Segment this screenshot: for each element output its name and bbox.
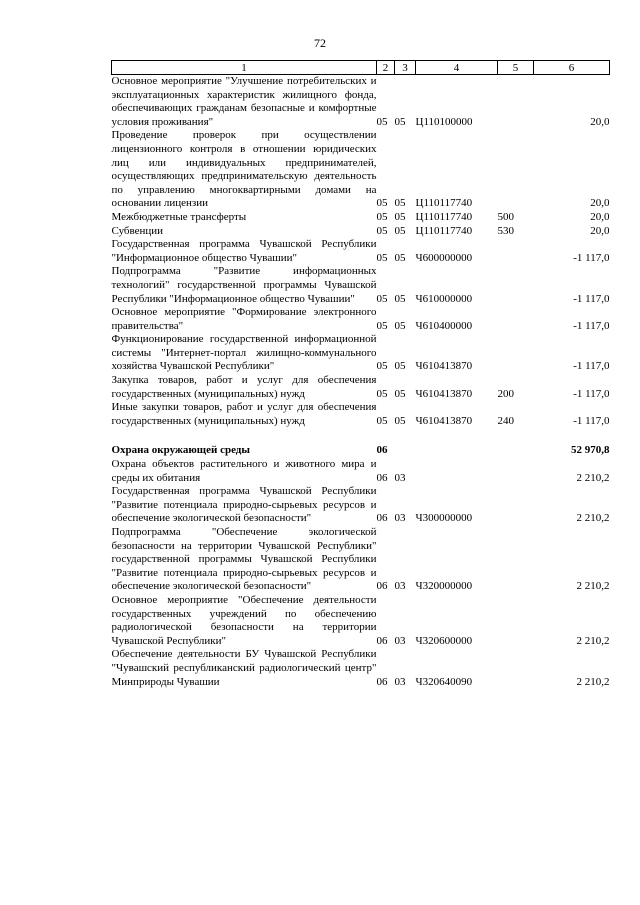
row-target-article: Ц110117740 [415,210,473,223]
row-name: Обеспечение деятельности БУ Чувашской Республики "Чувашский республиканский радиологический центр" Минприроды Чувашии [111,648,377,688]
row-target-article: Ч610413870 [415,414,473,427]
row-section: 06 [376,634,388,647]
table-row [112,211,610,225]
row-section: 06 [376,580,388,593]
row-section: 05 [376,319,388,332]
col-header-section: 2 [377,61,395,75]
row-subsection: 03 [394,471,406,484]
table-row [112,238,610,265]
row-expense-type [498,238,534,265]
row-target-article [416,458,498,485]
row-subsection: 03 [394,634,406,647]
row-section: 05 [376,251,388,264]
row-name: Охрана объектов растительного и животного мира и среды их обитания [111,458,377,484]
row-subsection: 05 [394,210,406,223]
col-header-target-article: 4 [416,61,498,75]
col-header-expense-type: 5 [498,61,534,75]
row-target-article: Ч610000000 [415,292,473,305]
row-name: Подпрограмма "Развитие информационных технологий" государственной программы Чувашской Республики "Информационное общество Чувашии" [111,265,377,305]
row-expense-type [498,265,534,306]
row-target-article [416,444,498,458]
row-name: Основное мероприятие "Формирование электронного правительства" [111,306,377,332]
table-row [112,485,610,526]
row-subsection: 05 [394,115,406,128]
row-subsection: 05 [394,387,406,400]
row-amount: -1 117,0 [573,251,610,264]
row-subsection: 03 [394,512,406,525]
row-subsection [395,444,416,458]
row-subsection: 05 [394,197,406,210]
row-name: Субвенции [111,224,164,237]
row-name: Охрана окружающей среды [111,444,250,457]
row-expense-type [498,485,534,526]
row-expense-type [498,333,534,374]
row-target-article: Ч320640090 [415,675,473,688]
table-row [112,444,610,458]
row-section: 05 [376,360,388,373]
row-name: Основное мероприятие "Обеспечение деятельности государственных учреждений по обеспечению радиологической безопасности на территории Чувашской Республики" [111,593,377,647]
row-expense-type: 500 [497,210,514,223]
row-subsection: 05 [394,224,406,237]
row-expense-type: 530 [497,224,514,237]
row-section: 05 [376,292,388,305]
spacer-cell [112,428,610,444]
row-expense-type [498,75,534,130]
table-row [112,265,610,306]
row-section: 05 [376,115,388,128]
row-section: 05 [376,197,388,210]
table-row [112,594,610,648]
row-subsection: 03 [394,675,406,688]
row-target-article: Ч610400000 [415,319,473,332]
row-target-article: Ч610413870 [415,360,473,373]
row-name: Государственная программа Чувашской Республики "Развитие потенциала природно-сырьевых ресурсов и обеспечение экологической безопасности" [111,485,377,525]
page-number: 72 [314,36,326,50]
row-name: Закупка товаров, работ и услуг для обеспечения государственных (муниципальных) нужд [111,374,377,400]
row-amount: 20,0 [590,210,610,223]
row-name: Функционирование государственной информационной системы "Интернет-портал жилищно-коммунального хозяйства Чувашской Республики" [111,333,377,373]
row-section: 06 [376,444,388,457]
row-amount: -1 117,0 [573,414,610,427]
row-expense-type: 240 [497,414,514,427]
row-name: Подпрограмма "Обеспечение экологической безопасности на территории Чувашской Республики" государственной программы Чувашской Республики "Развитие потенциала природно-сырьевых ресурсов и обеспечение экологической безопасности" [111,526,377,593]
row-expense-type [498,648,534,689]
row-subsection: 05 [394,251,406,264]
row-section: 06 [376,471,388,484]
row-amount: 2 210,2 [576,634,610,647]
row-amount: -1 117,0 [573,319,610,332]
row-target-article: Ч600000000 [415,251,473,264]
table-row [112,306,610,333]
table-row [112,526,610,594]
table-row [112,75,610,130]
table-body [112,75,610,690]
row-section: 05 [376,387,388,400]
row-name: Межбюджетные трансферты [111,210,247,223]
col-header-name: 1 [112,61,377,75]
col-header-amount: 6 [534,61,610,75]
row-target-article: Ч320000000 [415,580,473,593]
row-expense-type: 200 [497,387,514,400]
row-amount: 52 970,8 [571,444,610,457]
row-amount: 20,0 [590,224,610,237]
row-amount: 2 210,2 [576,471,610,484]
budget-table [111,60,610,689]
row-subsection: 05 [394,319,406,332]
row-amount: -1 117,0 [573,387,610,400]
col-header-subsection: 3 [395,61,416,75]
table-header-row [112,61,610,75]
row-amount: 20,0 [590,197,610,210]
row-section: 05 [376,414,388,427]
row-amount: 2 210,2 [576,580,610,593]
table-row [112,225,610,239]
row-target-article: Ц110100000 [415,115,473,128]
row-subsection: 05 [394,292,406,305]
row-expense-type [498,444,534,458]
row-target-article: Ч320600000 [415,634,473,647]
table-row [112,129,610,211]
row-amount: 2 210,2 [576,675,610,688]
row-target-article: Ц110117740 [415,197,473,210]
row-amount: 2 210,2 [576,512,610,525]
row-amount: -1 117,0 [573,292,610,305]
table-row [112,458,610,485]
row-target-article: Ч300000000 [415,512,473,525]
row-expense-type [498,526,534,594]
row-name: Основное мероприятие "Улучшение потребительских и эксплуатационных характеристик жилищного фонда, обеспечивающих гражданам безопасные и комфортные условия проживания" [111,75,377,128]
row-name: Проведение проверок при осуществлении лицензионного контроля в отношении юридических лиц или индивидуальных предпринимателей, осуществляющих предпринимательскую деятельность по управлению многоквартирными домами на основании лицензии [111,129,377,210]
table-row [112,333,610,374]
row-amount: -1 117,0 [573,360,610,373]
row-section: 06 [376,675,388,688]
row-target-article: Ч610413870 [415,387,473,400]
spacer-row [112,428,610,444]
row-name: Иные закупки товаров, работ и услуг для обеспечения государственных (муниципальных) нужд [111,401,377,427]
row-amount: 20,0 [590,115,610,128]
table-row [112,648,610,689]
table-row [112,374,610,401]
row-subsection: 05 [394,414,406,427]
row-subsection: 03 [394,580,406,593]
row-subsection: 05 [394,360,406,373]
row-expense-type [498,458,534,485]
row-section: 05 [376,224,388,237]
row-expense-type [498,129,534,211]
row-expense-type [498,594,534,648]
row-section: 06 [376,512,388,525]
row-target-article: Ц110117740 [415,224,473,237]
row-name: Государственная программа Чувашской Республики "Информационное общество Чувашии" [111,238,377,264]
table-row [112,401,610,428]
row-section: 05 [376,210,388,223]
row-expense-type [498,306,534,333]
